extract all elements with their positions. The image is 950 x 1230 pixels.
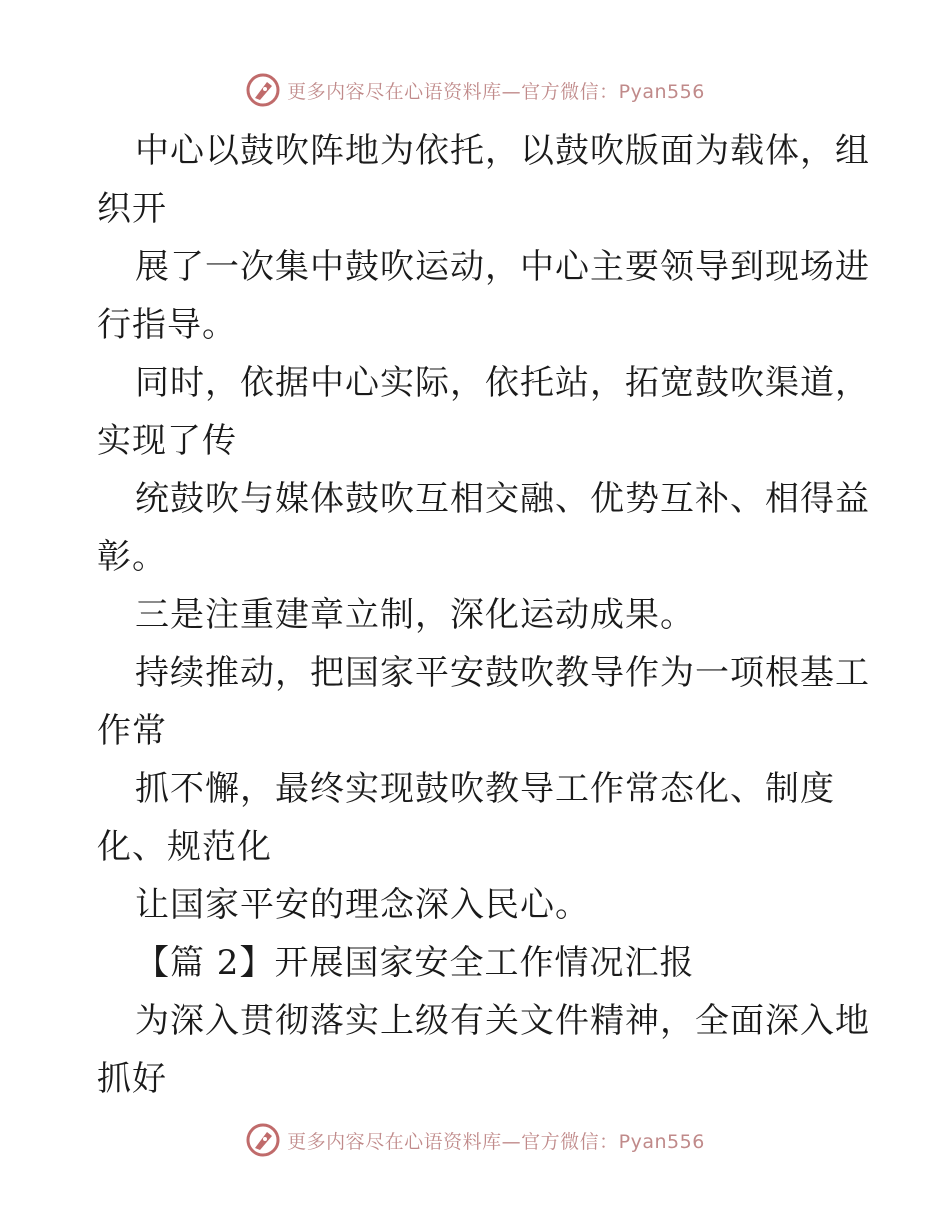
text-line: 彰。 — [97, 537, 167, 577]
text-line: 统鼓吹与媒体鼓吹互相交融、优势互补、相得益 — [135, 479, 870, 519]
document-body — [97, 122, 870, 1108]
text-line: 中心以鼓吹阵地为依托，以鼓吹版面为载体，组 — [135, 131, 870, 171]
text-line: 同时，依据中心实际，依托站，拓宽鼓吹渠道， — [135, 363, 870, 403]
text-line: 为深入贯彻落实上级有关文件精神，全面深入地 — [135, 1001, 870, 1041]
text-line: 化、规范化 — [97, 827, 272, 867]
text-line: 行指导。 — [97, 305, 237, 345]
header-watermark — [0, 70, 950, 110]
watermark-text: 更多内容尽在心语资料库—官方微信：Pyan556 — [287, 80, 705, 103]
text-line: 实现了传 — [97, 421, 237, 461]
pen-nib-seal-icon — [245, 72, 281, 108]
text-line: 作常 — [97, 711, 167, 751]
pen-nib-seal-icon — [245, 1122, 281, 1158]
text-line: 【篇 2】开展国家安全工作情况汇报 — [135, 943, 695, 983]
text-line: 织开 — [97, 189, 167, 229]
watermark-text: 更多内容尽在心语资料库—官方微信：Pyan556 — [287, 1130, 705, 1153]
text-line: 让国家平安的理念深入民心。 — [135, 885, 590, 925]
text-line: 展了一次集中鼓吹运动，中心主要领导到现场进 — [135, 247, 870, 287]
text-line: 抓不懈，最终实现鼓吹教导工作常态化、制度 — [135, 769, 835, 809]
footer-watermark — [0, 1120, 950, 1160]
text-line: 抓好 — [97, 1059, 167, 1099]
text-line: 持续推动，把国家平安鼓吹教导作为一项根基工 — [135, 653, 870, 693]
text-line: 三是注重建章立制，深化运动成果。 — [135, 595, 695, 635]
